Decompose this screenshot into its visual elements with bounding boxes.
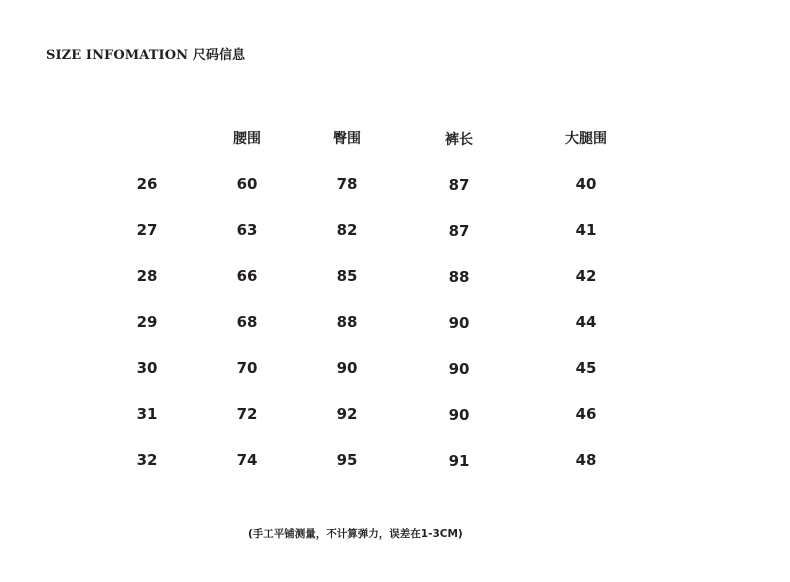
table-cell: 91 — [448, 452, 470, 470]
size-cell: 30 — [136, 359, 158, 377]
table-cell: 72 — [236, 405, 258, 423]
size-cell: 28 — [136, 267, 158, 285]
page-title: SIZE INFOMATION 尺码信息 — [46, 48, 246, 63]
table-cell: 87 — [448, 222, 470, 240]
table-cell: 40 — [575, 175, 597, 193]
table-cell: 42 — [575, 267, 597, 285]
table-cell: 92 — [336, 405, 358, 423]
table-cell: 60 — [236, 175, 258, 193]
table-cell: 74 — [236, 451, 258, 469]
size-cell: 32 — [136, 451, 158, 469]
table-cell: 45 — [575, 359, 597, 377]
table-cell: 44 — [575, 313, 597, 331]
column-header-thigh: 大腿围 — [565, 131, 607, 147]
table-cell: 95 — [336, 451, 358, 469]
table-cell: 70 — [236, 359, 258, 377]
column-header-waist: 腰围 — [233, 131, 261, 147]
size-cell: 26 — [136, 175, 158, 193]
size-cell: 27 — [136, 221, 158, 239]
table-cell: 90 — [448, 360, 470, 378]
table-cell: 46 — [575, 405, 597, 423]
table-cell: 87 — [448, 176, 470, 194]
table-cell: 48 — [575, 451, 597, 469]
table-cell: 88 — [448, 268, 470, 286]
table-cell: 90 — [448, 314, 470, 332]
table-cell: 78 — [336, 175, 358, 193]
size-cell: 29 — [136, 313, 158, 331]
table-cell: 68 — [236, 313, 258, 331]
column-header-length: 裤长 — [445, 132, 473, 148]
table-cell: 66 — [236, 267, 258, 285]
table-cell: 82 — [336, 221, 358, 239]
table-cell: 85 — [336, 267, 358, 285]
table-cell: 63 — [236, 221, 258, 239]
measurement-note: (手工平铺测量，不计算弹力，误差在1-3CM) — [248, 528, 463, 540]
size-cell: 31 — [136, 405, 158, 423]
table-cell: 90 — [336, 359, 358, 377]
table-cell: 88 — [336, 313, 358, 331]
table-cell: 41 — [575, 221, 597, 239]
table-cell: 90 — [448, 406, 470, 424]
column-header-hip: 臀围 — [333, 131, 361, 147]
